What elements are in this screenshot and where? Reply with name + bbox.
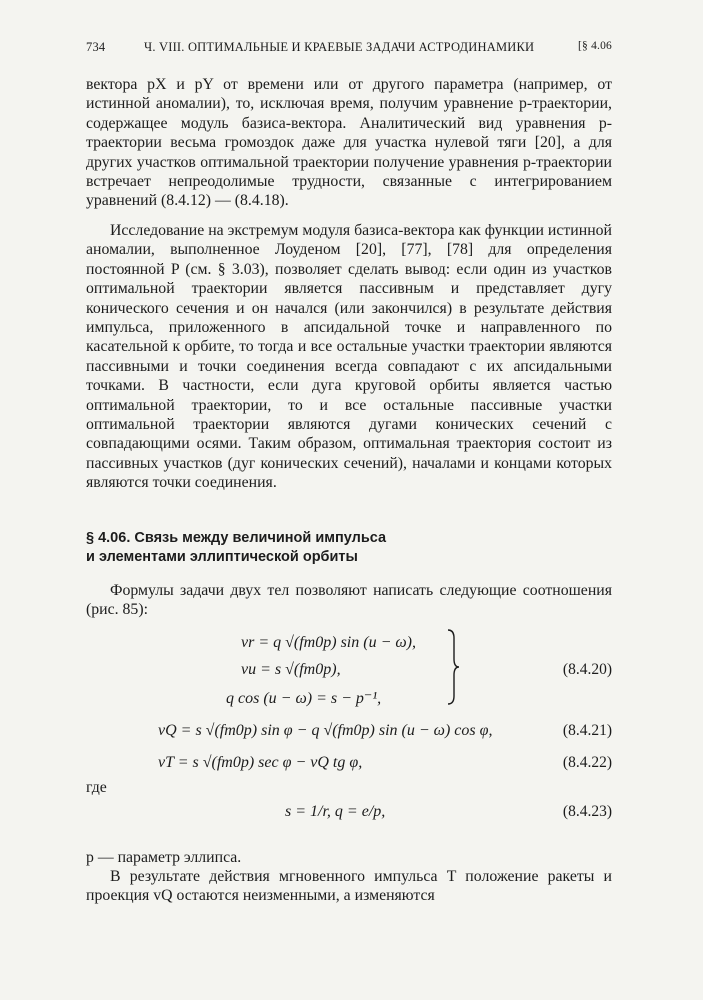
page-number: 734 <box>86 40 106 54</box>
equation-number-8-4-23: (8.4.23) <box>562 803 612 820</box>
equation-number-8-4-20: (8.4.20) <box>562 661 612 678</box>
section-heading-line1: § 4.06. Связь между величиной импульса <box>86 530 387 546</box>
paragraph-text: p — параметр эллипса. <box>86 849 242 866</box>
paragraph-text: В результате действия мгновенного импульса T положение ракеты и проекция vQ остаются неизменными, а изменяются <box>86 868 612 905</box>
where-label: где <box>86 779 107 796</box>
section-reference: [§ 4.06 <box>578 40 612 52</box>
paragraph-parameter <box>86 848 612 867</box>
paragraph-text: Формулы задачи двух тел позволяют написать следующие соотношения (рис. 85): <box>86 582 612 619</box>
equation-vt: vT = s √(fm0p) sec φ − vQ tg φ, <box>158 754 363 771</box>
equation-vq: vQ = s √(fm0p) sin φ − q √(fm0p) sin (u − ω) cos φ, <box>158 722 493 739</box>
paragraph-continuation <box>86 75 612 211</box>
paragraph-text: Исследование на экстремум модуля базиса-вектора как функции истинной аномалии, выполненное Лоуденом [20], [77], [78] для определения постоянной P (см. § 3.03), позволяет сделать вывод: если один из участков оптимальной траектории является пассивным и представляет дугу конического сечения и он начался (или закончился) в результате действия импульса, приложенного в апсидальной точке и направленного по касательной к орбите, то тогда и все остальные участки траектории являются пассивными и точки соединения всегда совпадают с их апсидальными точками. В частности, если дуга круговой орбиты является частью оптимальной траектории, то и все остальные пассивные участки оптимальной траектории являются дугами конических сечений с совпадающими осями. Таким образом, оптимальная траектория состоит из пассивных участков (дуг конических сечений), началами и концами которых являются точки соединения. <box>86 222 612 492</box>
equation-vu: vu = s √(fm0p), <box>241 661 341 678</box>
paragraph-lowden <box>86 221 612 493</box>
equation-s-q: s = 1/r, q = e/p, <box>285 803 386 820</box>
paragraph-impulse <box>86 867 612 906</box>
equation-vr: vr = q √(fm0p) sin (u − ω), <box>241 634 416 651</box>
right-brace-icon <box>446 628 460 706</box>
section-heading-line2: и элементами эллиптической орбиты <box>86 549 358 565</box>
paragraph-text: вектора pX и pY от времени или от другого параметра (например, от истинной аномалии), то, исключая время, получим уравнение p-траектории, содержащее модуль базиса-вектора. Аналитический вид уравнения p-траектории весьма громоздок даже для участка нулевой тяги [20], а для других участков оптимальной траектории получение уравнения p-траектории встречает непреодолимые трудности, связанные с интегрированием уравнений (8.4.12) — (8.4.18). <box>86 76 612 210</box>
running-title: Ч. VIII. ОПТИМАЛЬНЫЕ И КРАЕВЫЕ ЗАДАЧИ АСТРОДИНАМИКИ <box>144 40 535 54</box>
equation-number-8-4-22: (8.4.22) <box>562 754 612 771</box>
equation-number-8-4-21: (8.4.21) <box>562 722 612 739</box>
section-heading <box>86 529 612 567</box>
paragraph-formulas-intro <box>86 581 612 620</box>
equation-q-cos: q cos (u − ω) = s − p⁻¹, <box>226 690 382 707</box>
